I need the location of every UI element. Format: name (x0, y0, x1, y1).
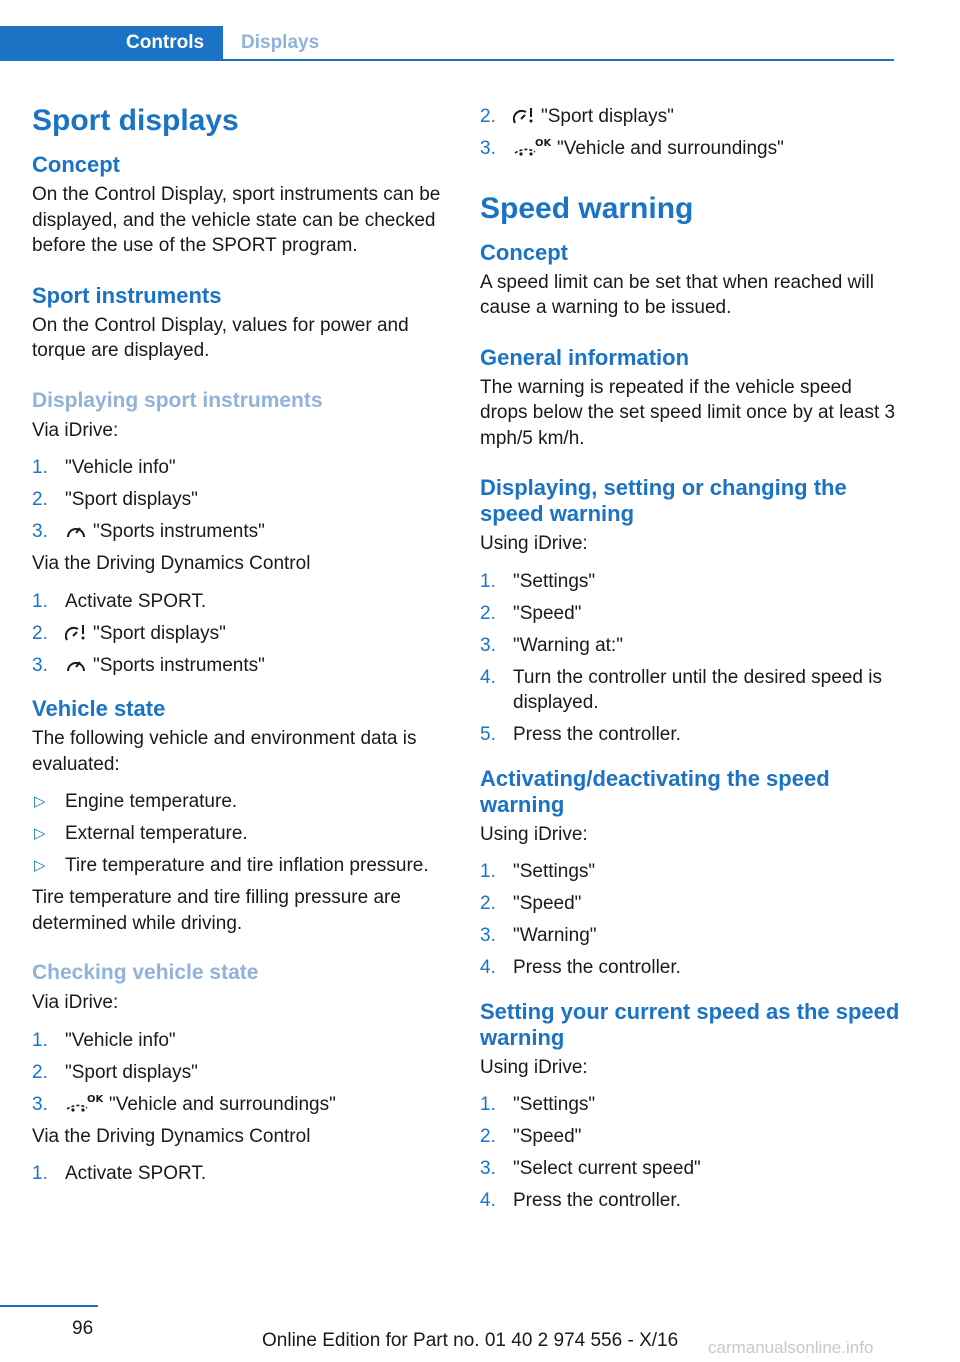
setting-current-speed-heading: Setting your current speed as the speed warning (480, 998, 900, 1050)
list-item: 3. "Sports instruments" (32, 654, 265, 676)
displaying-sport-instruments-heading: Displaying sport instruments (32, 388, 323, 412)
displaying-steps (480, 569, 900, 748)
list-item: 4. Press the controller. (480, 957, 681, 978)
via-idrive-text: Via iDrive: (32, 419, 119, 441)
list-item: 1. "Settings" (480, 1094, 596, 1115)
activating-speed-warning-heading: Activating/deactivating the speed warning (480, 765, 830, 817)
list-item: 3. "Warning" (480, 925, 597, 946)
using-idrive-text: Using iDrive: (480, 1056, 588, 1078)
concept-heading: Concept (480, 239, 568, 265)
displaying-speed-warning-heading: Displaying, setting or changing the speed warning (480, 475, 847, 526)
using-idrive-text: Using iDrive: (480, 823, 588, 845)
vehicle-state-bullets (32, 789, 452, 879)
list-item: 3. "Select current speed" (480, 1158, 701, 1179)
checking-steps (32, 1028, 452, 1118)
general-information-heading: General information (480, 344, 690, 370)
sport-instruments-heading: Sport instruments (32, 282, 222, 308)
sport-displays-icon (513, 106, 535, 126)
list-item: 3. OK "Vehicle and surroundings" (480, 138, 784, 159)
concept-heading: Concept (32, 152, 120, 177)
list-item: 2. "Sport displays" (32, 622, 226, 644)
page-title: Sport displays (32, 104, 239, 137)
list-item: ▷ Engine temperature. (32, 789, 452, 815)
tab-displays[interactable] (241, 32, 319, 54)
list-item: ▷ Tire temperature and tire inflation pressure. (32, 853, 452, 879)
list-item: 5. Press the controller. (480, 724, 681, 745)
checking-ddc-steps (32, 1161, 452, 1187)
car-ok-icon (513, 136, 551, 158)
list-item: 3. "Warning at:" (480, 634, 623, 656)
list-item: 3. "Sports instruments" (32, 521, 265, 542)
vehicle-state-heading: Vehicle state (32, 696, 166, 721)
watermark: carmanualsonline.info (708, 1338, 874, 1357)
list-item: 2. "Speed" (480, 602, 582, 624)
right-column (480, 96, 900, 1220)
continued-steps (480, 104, 900, 162)
list-item: 4. Turn the controller until the desired speed is displayed. (480, 666, 882, 713)
idrive-steps (32, 455, 452, 545)
list-item: 1. "Settings" (480, 861, 596, 882)
general-information-text: The warning is repeated if the vehicle speed drops below the set speed limit once by at least 3 mph/5 km/h. (480, 376, 896, 449)
page-number: 96 (72, 1318, 94, 1339)
footer-divider (0, 1305, 98, 1307)
setting-current-steps (480, 1092, 900, 1214)
tab-controls-label: Controls (126, 32, 205, 53)
sport-instruments-text: On the Control Display, values for power and torque are displayed. (32, 314, 409, 361)
via-ddc-text: Via the Driving Dynamics Control (32, 1125, 311, 1147)
list-item: 1. Activate SPORT. (32, 1163, 207, 1184)
sport-displays-icon (65, 623, 87, 643)
gauge-icon (65, 521, 87, 541)
tab-displays-label: Displays (241, 32, 320, 53)
list-item: 1. "Vehicle info" (32, 1029, 176, 1051)
vehicle-state-text: The following vehicle and environment data is evaluated: (32, 728, 417, 775)
speed-warning-title: Speed warning (480, 191, 694, 225)
triangle-bullet-icon: ▷ (34, 825, 46, 842)
list-item: 3. OK "Vehicle and surroundings" (32, 1093, 336, 1115)
list-item: 2. "Sport displays" (32, 489, 198, 510)
header-divider (0, 59, 894, 61)
via-idrive-text: Via iDrive: (32, 992, 119, 1013)
list-item: 1. "Settings" (480, 570, 596, 592)
list-item: 4. Press the controller. (480, 1190, 681, 1211)
tab-controls[interactable] (0, 26, 223, 61)
left-column (32, 96, 452, 1193)
list-item: ▷ External temperature. (32, 821, 452, 847)
via-ddc-text: Via the Driving Dynamics Control (32, 553, 311, 574)
list-item: 2. "Speed" (480, 1126, 582, 1147)
concept-text: On the Control Display, sport instruments can be displayed, and the vehicle state can be checked before the use of the SPORT program. (32, 184, 441, 256)
triangle-bullet-icon: ▷ (34, 857, 46, 874)
concept-text: A speed limit can be set that when reached will cause a warning to be issued. (480, 271, 874, 318)
triangle-bullet-icon: ▷ (34, 793, 46, 810)
activating-steps (480, 859, 900, 981)
svg-text:OK: OK (87, 1093, 103, 1105)
list-item: 2. "Speed" (480, 893, 582, 914)
list-item: 1. "Vehicle info" (32, 457, 176, 478)
svg-text:OK: OK (535, 138, 551, 149)
edition-text: Online Edition for Part no. 01 40 2 974 556 - X/16 (262, 1330, 679, 1351)
checking-vehicle-state-heading: Checking vehicle state (32, 961, 259, 984)
list-item: 1. Activate SPORT. (32, 590, 207, 612)
using-idrive-text: Using iDrive: (480, 533, 588, 554)
ddc-steps (32, 589, 452, 679)
gauge-icon (65, 655, 87, 675)
car-ok-icon (65, 1092, 103, 1114)
list-item: 2. "Sport displays" (480, 106, 674, 127)
list-item: 2. "Sport displays" (32, 1061, 198, 1083)
vehicle-state-text2: Tire temperature and tire filling pressure are determined while driving. (32, 887, 401, 934)
header-bar (0, 26, 894, 62)
